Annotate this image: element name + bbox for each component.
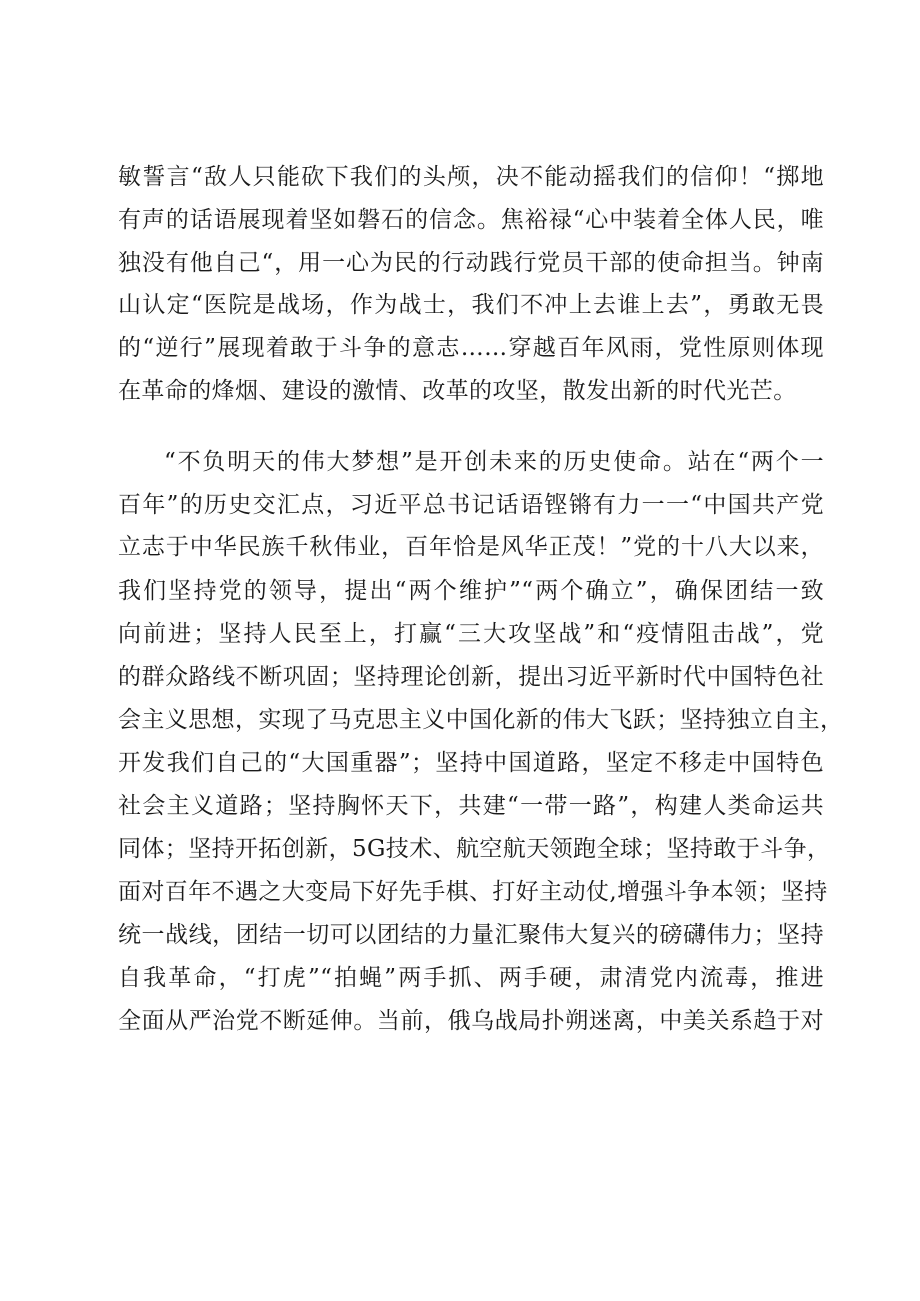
text-line: 自我革命，“打虎”“拍蝇”两手抓、两手硬，肃清党内流毒，推进 — [118, 965, 824, 991]
text-line: 立志于中华民族千秋伟业，百年恰是风华正茂！”党的十八大以来， — [118, 534, 824, 560]
text-line: 独没有他自己“，用一心为民的行动践行党员干部的使命担当。钟南 — [118, 250, 824, 276]
text-line: 同体；坚持开拓创新，5G技术、航空航天领跑全球；坚持敢于斗争， — [118, 836, 831, 862]
text-line: 面对百年不遇之大变局下好先手棋、打好主动仗,增强斗争本领；坚持 — [118, 879, 828, 905]
text-line: 的“逆行”展现着敢于斗争的意志……穿越百年风雨，党性原则体现 — [118, 335, 824, 361]
text-line: 向前进；坚持人民至上，打赢“三大攻坚战”和“疫情阻击战”，党 — [118, 621, 824, 647]
text-line: 有声的话语展现着坚如磐石的信念。焦裕禄“心中装着全体人民，唯 — [118, 207, 824, 233]
text-line: 敏誓言“敌人只能砍下我们的头颅，决不能动摇我们的信仰！“掷地 — [118, 164, 824, 190]
text-line: 社会主义道路；坚持胸怀天下，共建“一带一路”，构建人类命运共 — [118, 793, 824, 819]
text-line: 的群众路线不断巩固；坚持理论创新，提出习近平新时代中国特色社 — [118, 664, 824, 690]
text-line: 百年”的历史交汇点，习近平总书记话语铿锵有力一一“中国共产党 — [118, 492, 824, 518]
text-line: “不负明天的伟大梦想”是开创未来的历史使命。站在“两个一 — [164, 449, 824, 475]
text-line: 山认定“医院是战场，作为战士，我们不冲上去谁上去”，勇敢无畏 — [118, 292, 824, 318]
text-line: 开发我们自己的“大国重器”；坚持中国道路，坚定不移走中国特色 — [118, 750, 824, 776]
text-line: 在革命的烽烟、建设的激情、改革的攻坚，散发出新的时代光芒。 — [118, 378, 797, 404]
text-line: 会主义思想，实现了马克思主义中国化新的伟大飞跃；坚持独立自主， — [118, 707, 844, 733]
text-line: 统一战线，团结一切可以团结的力量汇聚伟大复兴的磅礴伟力；坚持 — [118, 922, 824, 948]
text-line: 我们坚持党的领导，提出“两个维护”“两个确立”，确保团结一致 — [118, 578, 824, 604]
text-line: 全面从严治党不断延伸。当前，俄乌战局扑朔迷离，中美关系趋于对 — [118, 1008, 824, 1034]
